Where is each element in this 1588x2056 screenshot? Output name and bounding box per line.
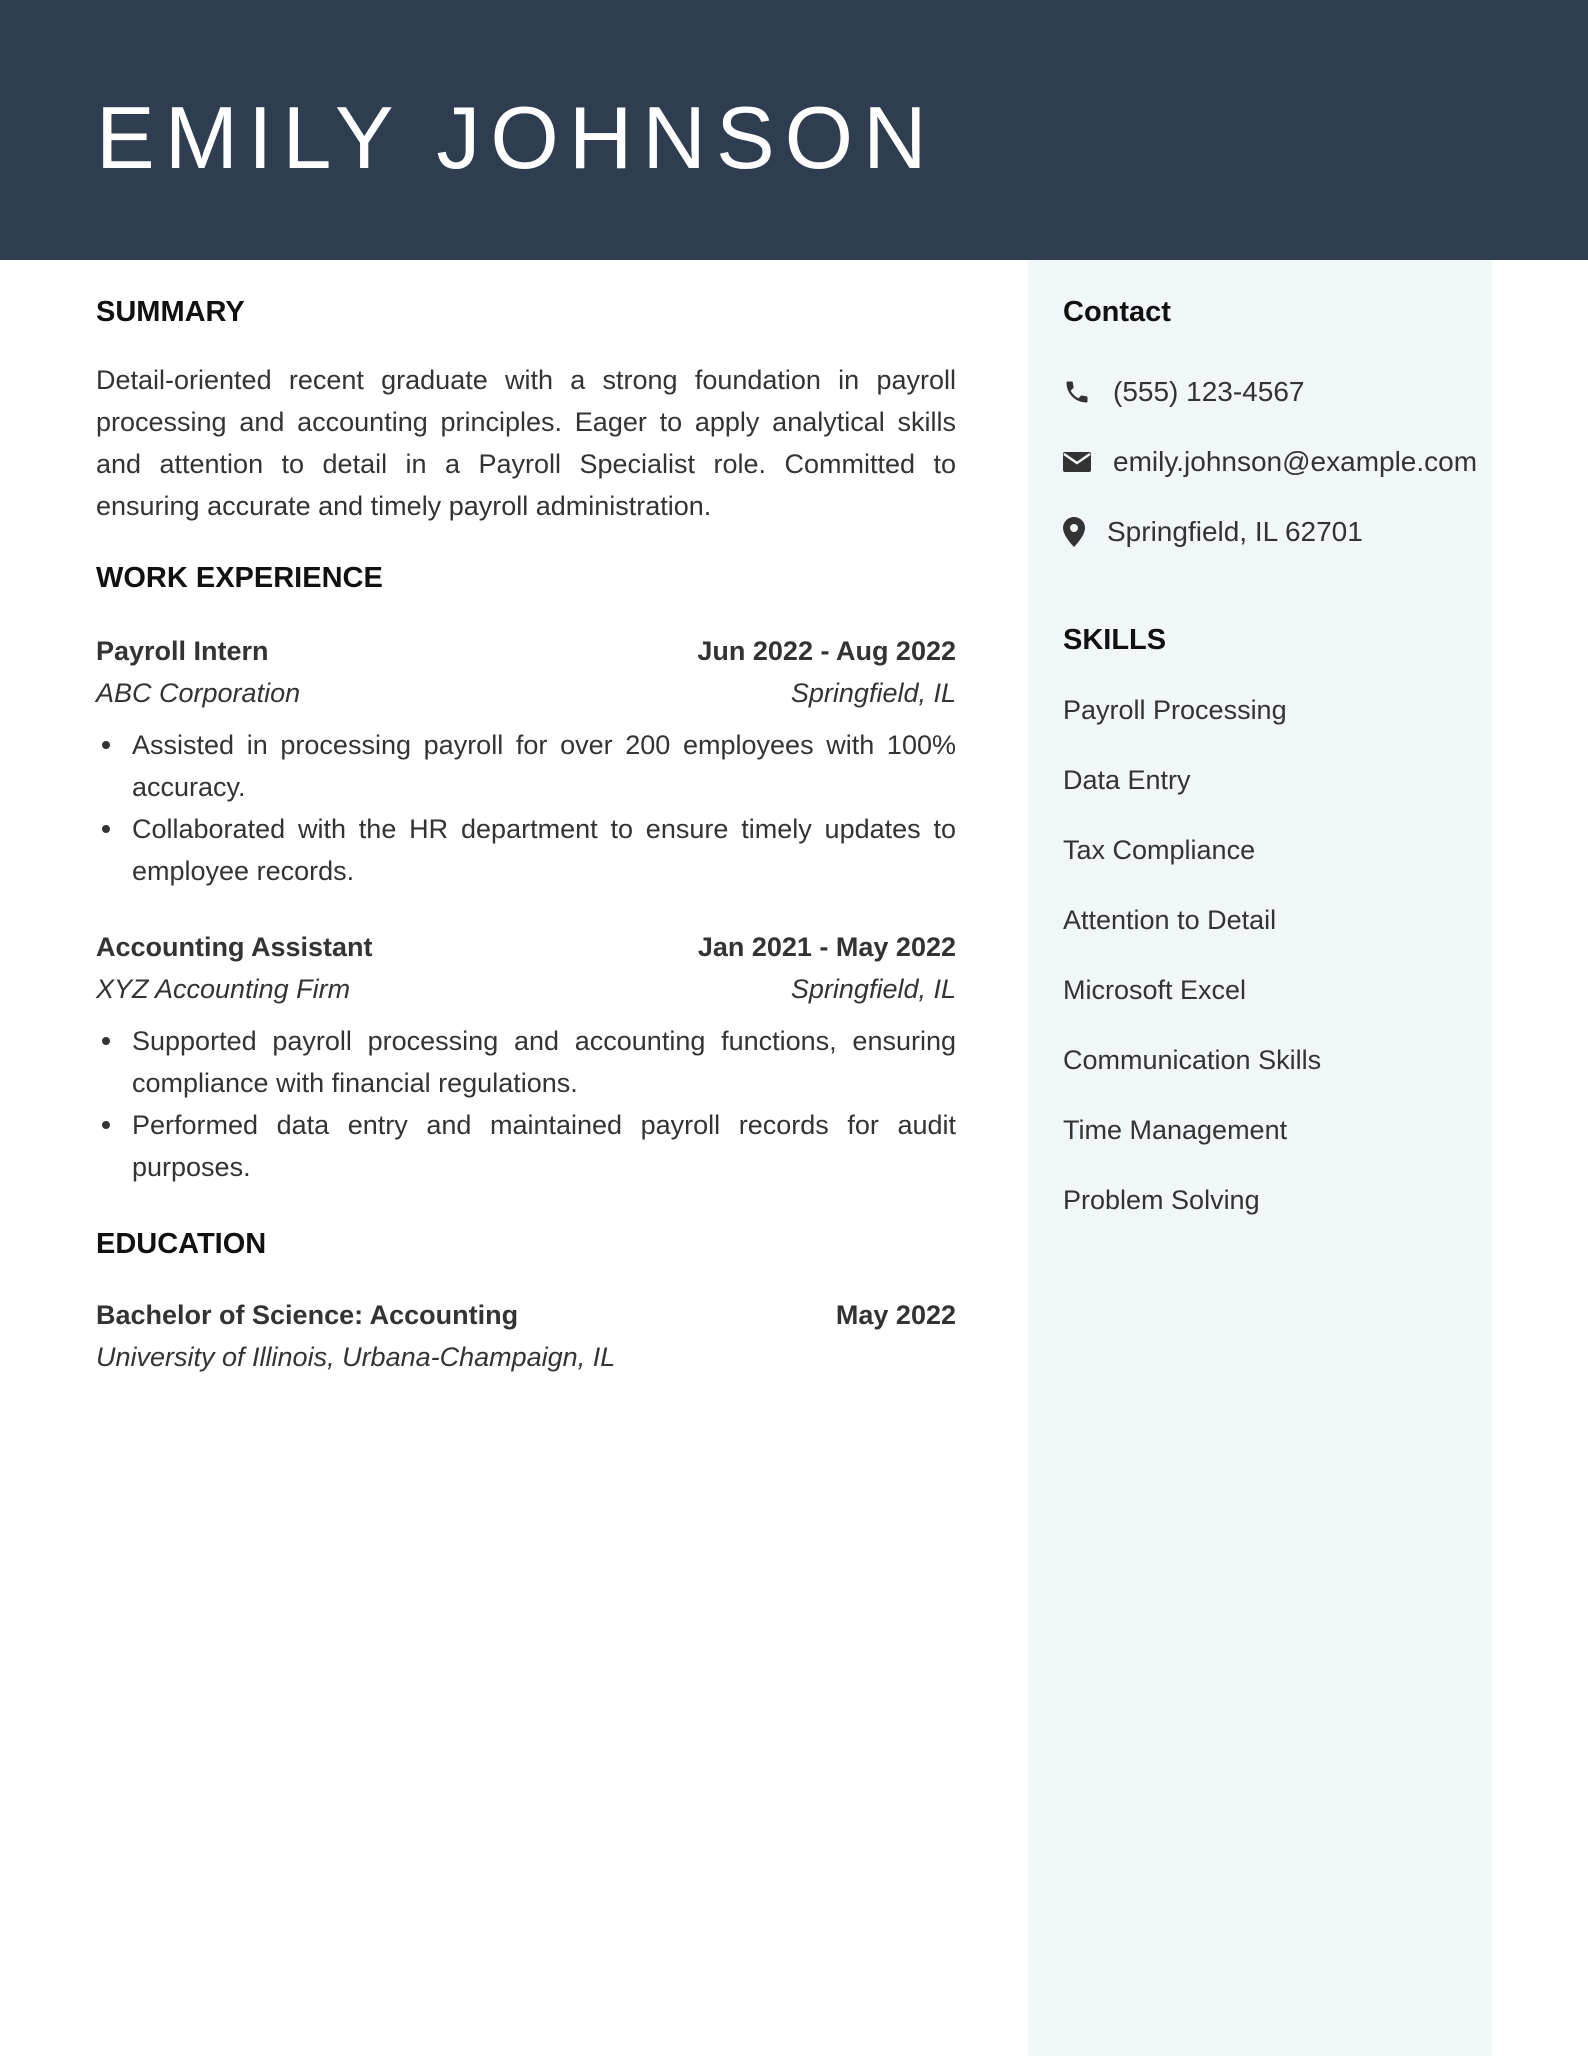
job-entry [96,630,956,892]
bullet-dot-icon [102,741,110,749]
summary-heading: SUMMARY [96,296,245,328]
job-title: Payroll Intern [96,636,269,666]
school-name: University of Illinois, Urbana-Champaign, IL [96,1342,616,1372]
candidate-name: EMILY JOHNSON [96,88,937,187]
job-bullets [96,1020,956,1188]
phone-number: (555) 123-4567 [1113,376,1305,407]
email-address: emily.johnson@example.com [1113,446,1478,477]
work-experience-heading: WORK EXPERIENCE [96,562,383,594]
bullet-text: Supported payroll processing and accounting functions, ensuring compliance with financial regulations. [132,1026,956,1098]
bullet-dot-icon [102,1037,110,1045]
degree-date: May 2022 [835,1300,956,1330]
skill-item: Microsoft Excel [1063,975,1247,1005]
job-company: ABC Corporation [96,678,301,708]
skill-item: Tax Compliance [1063,835,1256,865]
skill-item: Communication Skills [1063,1045,1322,1075]
job-bullet [96,1104,956,1188]
job-entry [96,926,956,1188]
skill-item: Data Entry [1063,765,1191,795]
skill-item: Problem Solving [1063,1185,1260,1215]
bullet-dot-icon [102,1121,110,1129]
degree-title: Bachelor of Science: Accounting [96,1300,519,1330]
contact-heading: Contact [1063,296,1171,328]
map-pin-icon [1063,517,1093,547]
skill-item: Attention to Detail [1063,905,1277,935]
education-heading: EDUCATION [96,1228,267,1260]
bullet-dot-icon [102,825,110,833]
job-location: Springfield, IL [790,678,956,708]
bullet-text: Collaborated with the HR department to ensure timely updates to employee records. [132,814,956,886]
job-bullet [96,808,956,892]
job-title: Accounting Assistant [96,932,373,962]
job-bullet [96,1020,956,1104]
contact-email [1063,442,1477,482]
job-dates: Jun 2022 - Aug 2022 [697,636,956,666]
bullet-text: Assisted in processing payroll for over 200 employees with 100% accuracy. [132,730,956,802]
contact-address [1063,512,1363,552]
skills-heading: SKILLS [1063,624,1167,656]
header-banner [0,0,1588,260]
job-bullets [96,724,956,892]
job-location: Springfield, IL [790,974,956,1004]
contact-phone [1063,372,1304,412]
envelope-icon [1063,447,1093,477]
summary-text: Detail-oriented recent graduate with a strong foundation in payroll processing and accounting principles. Eager to apply analytical skills and attention to detail in a Payroll Specialist role. Committed to ensuring accurate and timely payroll administration. [96,365,956,521]
skill-item: Payroll Processing [1063,695,1287,725]
phone-icon [1063,377,1093,407]
address-text: Springfield, IL 62701 [1107,516,1363,547]
bullet-text: Performed data entry and maintained payroll records for audit purposes. [132,1110,956,1182]
skill-item: Time Management [1063,1115,1288,1145]
job-company: XYZ Accounting Firm [96,974,351,1004]
education-entry [96,1294,956,1378]
job-dates: Jan 2021 - May 2022 [697,932,956,962]
job-bullet [96,724,956,808]
